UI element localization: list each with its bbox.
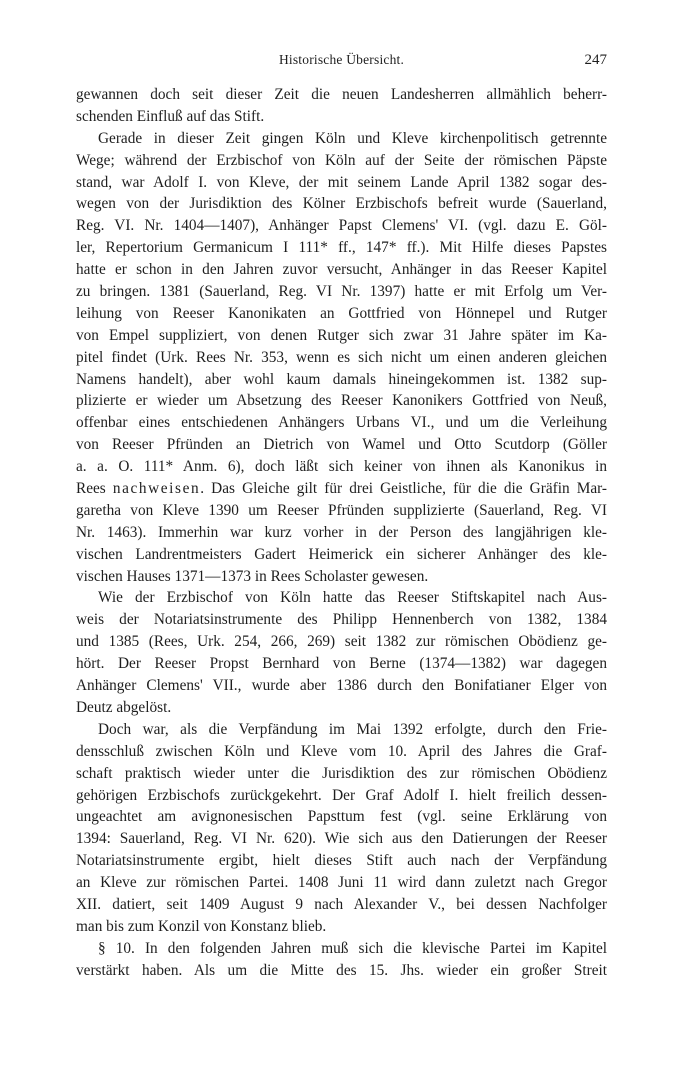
text-line: Nr. 1463). Immerhin war kurz vorher in der Person des langjährigen kle-	[76, 523, 607, 541]
text-line: ler, Repertorium Germanicum I 111* ff., 147* ff.). Mit Hilfe dieses Papstes	[76, 239, 607, 257]
text-line: ungeachtet am avignonesischen Papsttum fest (vgl. seine Erklärung von	[76, 808, 607, 826]
text-line: zu bringen. 1381 (Sauerland, Reg. VI Nr. 1397) hatte er mit Erfolg um Ver-	[76, 283, 607, 301]
text-line: Doch war, als die Verpfändung im Mai 1392 erfolgte, durch den Frie-	[98, 720, 607, 738]
text-line: man bis zum Konzil von Konstanz blieb.	[76, 917, 327, 935]
text-line: Anhänger Clemens' VII., wurde aber 1386 durch den Bonifatianer Elger von	[76, 677, 607, 695]
text-line: XII. datiert, seit 1409 August 9 nach Alexander V., bei dessen Nachfolger	[76, 895, 607, 913]
text-line: leihung von Reeser Kanonikaten an Gottfried von Hönnepel und Rutger	[76, 304, 607, 322]
text-line: vischen Hauses 1371—1373 in Rees Scholaster gewesen.	[76, 567, 429, 585]
body-text	[76, 84, 607, 982]
text-line: an Kleve zur römischen Partei. 1408 Juni 11 wird dann zuletzt nach Gregor	[76, 874, 607, 892]
emphasized-word: nachweisen	[112, 480, 201, 498]
text-line: wegen von der Jurisdiktion des Kölner Erzbischofs befreit wurde (Sauerland,	[76, 195, 607, 213]
text-line: vischen Landrentmeisters Gadert Heimerick ein sicherer Anhänger des kle-	[76, 545, 607, 563]
text-line: Namens handelt), aber wohl kaum damals hineingekommen ist. 1382 sup-	[76, 370, 607, 388]
text-line: Gerade in dieser Zeit gingen Köln und Kleve kirchenpolitisch getrennte	[98, 129, 607, 147]
text-line: weis der Notariatsinstrumente des Philipp Hennenberch von 1382, 1384	[76, 611, 607, 629]
text-line: gehörigen Erzbischofs zurückgekehrt. Der Graf Adolf I. hielt freilich dessen-	[76, 786, 607, 804]
text-line: gewannen doch seit dieser Zeit die neuen Landesherren allmählich beherr-	[76, 86, 607, 103]
text-line: verstärkt haben. Als um die Mitte des 15. Jhs. wieder ein großer Streit	[76, 961, 607, 979]
text-line: § 10. In den folgenden Jahren muß sich die klevische Partei im Kapitel	[98, 939, 607, 957]
running-head-title: Historische Übersicht.	[278, 52, 405, 67]
text-line: von Reeser Pfründen an Dietrich von Wamel und Otto Scutdorp (Göller	[76, 436, 607, 454]
text-line: hatte er schon in den Jahren zuvor versucht, Anhänger in das Reeser Kapitel	[76, 261, 607, 279]
text-line: pitel findet (Urk. Rees Nr. 353, wenn es sich nicht um einen anderen gleichen	[76, 348, 607, 366]
text-line: densschluß zwischen Köln und Kleve vom 10. April des Jahres die Graf-	[76, 742, 607, 760]
text-line: hört. Der Reeser Propst Bernhard von Berne (1374—1382) war dagegen	[76, 655, 607, 673]
text-line: plizierte er wieder um Absetzung des Reeser Kanonikers Gottfried von Neuß,	[76, 392, 607, 410]
text-line: a. a. O. 111* Anm. 6), doch läßt sich keiner von ihnen als Kanonikus in	[76, 458, 607, 476]
text-line: schenden Einfluß auf das Stift.	[76, 107, 265, 125]
text-line: Wie der Erzbischof von Köln hatte das Reeser Stiftskapitel nach Aus-	[98, 589, 607, 607]
text-line: Notariatsinstrumente ergibt, hielt dieses Stift auch nach der Verpfändung	[76, 852, 607, 870]
text-line: schaft praktisch wieder unter die Jurisdiktion des zur römischen Obödienz	[76, 764, 607, 782]
text-line: offenbar eines entschiedenen Anhängers Urbans VI., und um die Verleihung	[76, 414, 607, 432]
text-line: stand, war Adolf I. von Kleve, der mit seinem Lande April 1382 sogar des-	[76, 173, 607, 191]
text-line: 1394: Sauerland, Reg. VI Nr. 620). Wie sich aus den Datierungen der Reeser	[76, 830, 607, 848]
running-head	[76, 52, 607, 74]
text-line: Rees nachweisen. Das Gleiche gilt für drei Geistliche, für die die Gräfin Mar-	[76, 480, 607, 498]
text-line: von Empel suppliziert, von denen Rutger sich zwar 31 Jahre später im Ka-	[76, 326, 607, 344]
page-number: 247	[584, 52, 607, 68]
text-line: Deutz abgelöst.	[76, 698, 172, 716]
text-line: Reg. VI. Nr. 1404—1407), Anhänger Papst Clemens' VI. (vgl. dazu E. Göl-	[76, 217, 607, 235]
text-line: garetha von Kleve 1390 um Reeser Pfründen supplizierte (Sauerland, Reg. VI	[76, 501, 607, 519]
text-line: Wege; während der Erzbischof von Köln auf der Seite der römischen Päpste	[76, 151, 607, 169]
text-line: und 1385 (Rees, Urk. 254, 266, 269) seit 1382 zur römischen Obödienz ge-	[76, 633, 607, 651]
